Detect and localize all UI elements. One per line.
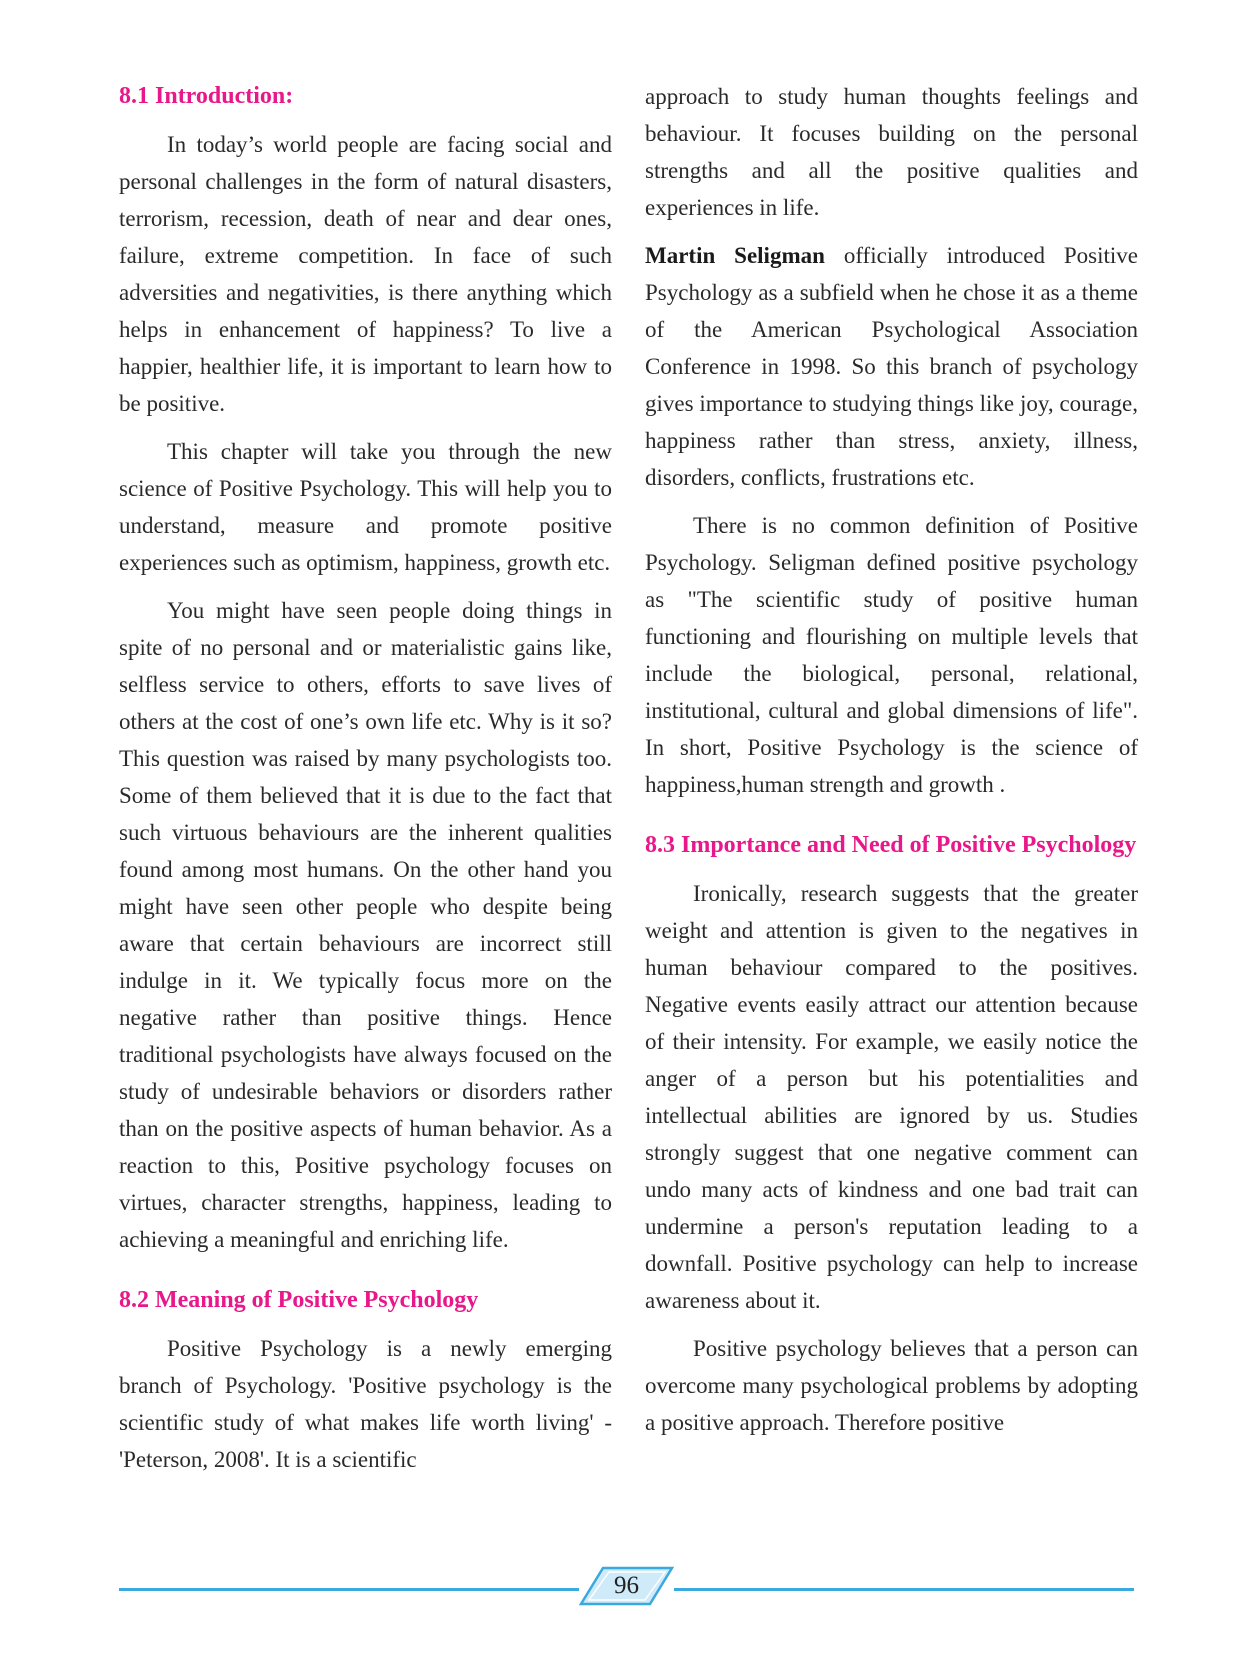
paragraph-meaning-1: Positive Psychology is a newly emerging branch of Psychology. 'Positive psychology is the scientific study of what makes life worth living' - 'Peterson, 2008'. It is a scientific bbox=[119, 1336, 612, 1472]
section-heading-introduction: 8.1 Introduction: bbox=[119, 83, 294, 109]
right-column bbox=[645, 78, 1138, 1452]
section-heading-meaning: 8.2 Meaning of Positive Psychology bbox=[119, 1287, 479, 1313]
paragraph-meaning-2 bbox=[645, 237, 1138, 496]
footer-rule-right bbox=[674, 1588, 1134, 1591]
paragraph-meaning-3: There is no common definition of Positive Psychology. Seligman defined positive psychology as "The scientific study of positive human functioning and flourishing on multiple levels that include the biological, personal, relational, institutional, cultural and global dimensions of life". In short, Positive Psychology is the science of happiness,human strength and growth . bbox=[645, 513, 1138, 797]
page-number-badge bbox=[579, 1566, 674, 1606]
left-column bbox=[119, 78, 612, 1489]
section-heading-importance: 8.3 Importance and Need of Positive Psychology bbox=[645, 832, 1137, 858]
paragraph-meaning-2-text: officially introduced Positive Psychology as a subfield when he chose it as a theme of the American Psychological Association Conference in 1998. So this branch of psychology gives importance to studying things like joy, courage, happiness rather than stress, anxiety, illness, disorders, conflicts, frustrations etc. bbox=[645, 243, 1138, 490]
page-number: 96 bbox=[614, 1572, 639, 1599]
paragraph-importance-1: Ironically, research suggests that the greater weight and attention is given to the negatives in human behaviour compared to the positives. Negative events easily attract our attention because of their intensity. For example, we easily notice the anger of a person but his potentialities and intellectual abilities are ignored by us. Studies strongly suggest that one negative comment can undo many acts of kindness and one bad trait can undermine a person's reputation leading to a downfall. Positive psychology can help to increase awareness about it. bbox=[645, 881, 1138, 1313]
name-martin-seligman: Martin Seligman bbox=[645, 243, 825, 268]
paragraph-intro-3: You might have seen people doing things in spite of no personal and or materialistic gains like, selfless service to others, efforts to save lives of others at the cost of one’s own life etc. Why is it so? This question was raised by many psychologists too. Some of them believed that it is due to the fact that such virtuous behaviours are the inherent qualities found among most humans. On the other hand you might have seen other people who despite being aware that certain behaviours are incorrect still indulge in it. We typically focus more on the negative rather than positive things. Hence traditional psychologists have always focused on the study of undesirable behaviors or disorders rather than on the positive aspects of human behavior. As a reaction to this, Positive psychology focuses on virtues, character strengths, happiness, leading to achieving a meaningful and enriching life. bbox=[119, 598, 612, 1252]
page-footer bbox=[119, 1566, 1134, 1614]
paragraph-importance-2: Positive psychology believes that a person can overcome many psychological problems by adopting a positive approach. Therefore positive bbox=[645, 1336, 1138, 1435]
paragraph-meaning-1-continued: approach to study human thoughts feelings and behaviour. It focuses building on the personal strengths and all the positive qualities and experiences in life. bbox=[645, 84, 1138, 220]
paragraph-intro-1: In today’s world people are facing social and personal challenges in the form of natural disasters, terrorism, recession, death of near and dear ones, failure, extreme competition. In face of such adversities and negativities, is there anything which helps in enhancement of happiness? To live a happier, healthier life, it is important to learn how to be positive. bbox=[119, 132, 612, 416]
footer-rule-left bbox=[119, 1588, 579, 1591]
paragraph-intro-2: This chapter will take you through the new science of Positive Psychology. This will help you to understand, measure and promote positive experiences such as optimism, happiness, growth etc. bbox=[119, 439, 612, 575]
